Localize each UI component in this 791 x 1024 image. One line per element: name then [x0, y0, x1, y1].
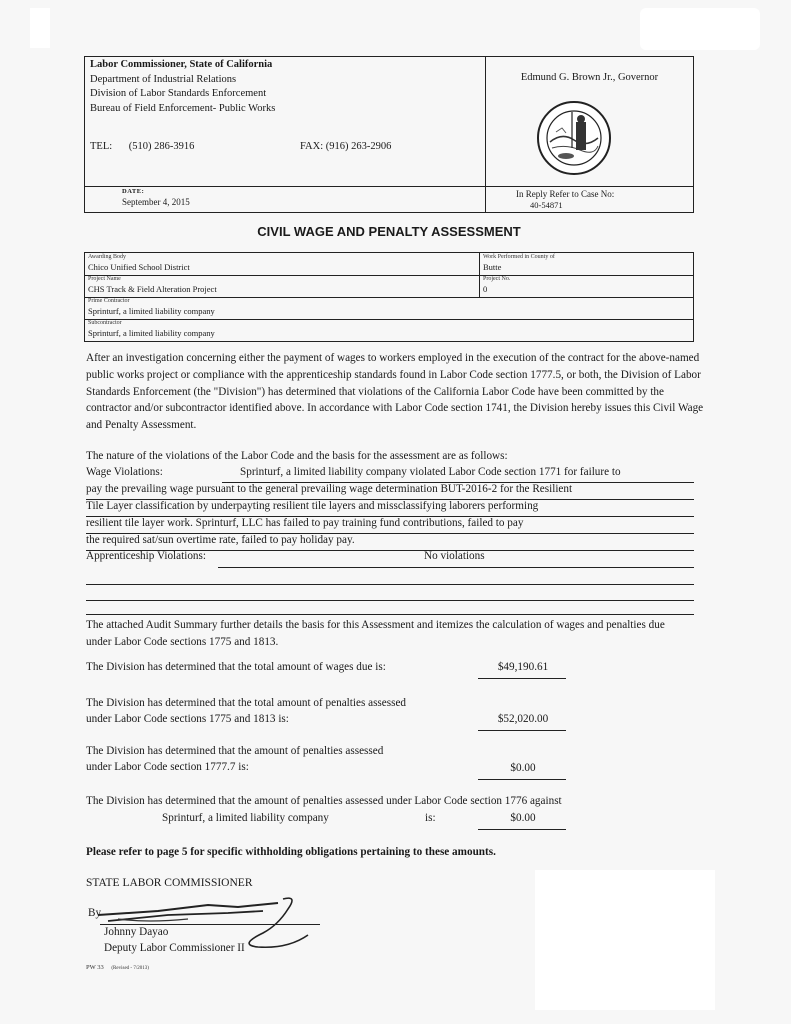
wages-due-text: The Division has determined that the total amount of wages due is:	[86, 661, 386, 673]
project-name-label: Project Name	[88, 276, 121, 282]
letterhead-date-divider	[84, 186, 694, 187]
tel-value: (510) 286-3916	[128, 141, 195, 152]
penalties-1775-text-1: The Division has determined that the total amount of penalties assessed	[86, 697, 407, 709]
fax-number: FAX: (916) 263-2906	[300, 141, 392, 152]
intro-paragraph: After an investigation concerning either the payment of wages to workers employed in the execution of the contract for the above-named public works project or compliance with the apprenticeship standards found in Labor Code section 1777.5, or both, the Division of Labor Standards Enforcement (the "Division") has determined that violations of the California Labor Code have been committed by the contractor and/or subcontractor identified above. In accordance with Labor Code section 1741, the Division hereby issues this Civil Wage and Penalty Assessment.	[86, 352, 704, 432]
apprenticeship-violations-value: No violations	[424, 550, 485, 562]
apprenticeship-violations-label: Apprenticeship Violations:	[86, 550, 206, 562]
wage-violation-line-2: pay the prevailing wage pursuant to the general prevailing wage determination BUT-2016-2 for the Resilient	[86, 483, 573, 495]
redaction-top-left	[30, 8, 50, 48]
agency-division: Division of Labor Standards Enforcement	[90, 88, 267, 99]
penalties-1777-text-2: under Labor Code section 1777.7 is:	[86, 761, 249, 773]
penalties-1776-amount: $0.00	[510, 812, 536, 824]
subcontractor-label: Subcontractor	[88, 320, 122, 326]
telephone	[90, 141, 194, 152]
tel-label: TEL:	[90, 141, 113, 152]
wage-violations-label: Wage Violations:	[86, 466, 163, 478]
wages-due-amount: $49,190.61	[497, 661, 549, 673]
signature-heading: STATE LABOR COMMISSIONER	[86, 877, 253, 889]
agency-department: Department of Industrial Relations	[90, 73, 237, 85]
wage-violation-line-4: resilient tile layer work. Sprinturf, LLC has failed to pay training fund contributions, failed to pay	[86, 517, 524, 529]
wage-violation-line-5: the required sat/sun overtime rate, failed to pay holiday pay.	[86, 534, 355, 546]
wage-violation-line-3: Tile Layer classification by underpayting resilient tile layers and missclassifying laborers performing	[86, 500, 539, 512]
signer-name: Johnny Dayao	[104, 926, 169, 938]
agency-block	[90, 58, 275, 116]
penalties-1776-is-label: is:	[425, 812, 436, 824]
withholding-note: Please refer to page 5 for specific withholding obligations pertaining to these amounts.	[86, 846, 496, 858]
agency-name: Labor Commissioner, State of California	[90, 59, 273, 70]
case-number-label: In Reply Refer to Case No:	[516, 189, 615, 199]
penalties-1776-party: Sprinturf, a limited liability company	[162, 812, 329, 824]
project-name-value: CHS Track & Field Alteration Project	[88, 284, 217, 294]
project-info-table	[84, 252, 694, 342]
project-number-label: Project No.	[483, 276, 511, 282]
governor-name: Edmund G. Brown Jr., Governor	[520, 72, 659, 83]
case-number-value: 40-54871	[530, 200, 563, 210]
penalties-1776-text: The Division has determined that the amount of penalties assessed under Labor Code section 1776 against	[86, 795, 562, 807]
county-label: Work Performed in County of	[483, 254, 555, 260]
signer-title: Deputy Labor Commissioner II	[104, 942, 245, 954]
form-id: PW 33	[86, 964, 104, 971]
page-title: CIVIL WAGE AND PENALTY ASSESSMENT	[257, 224, 521, 239]
subcontractor-value: Sprinturf, a limited liability company	[88, 328, 215, 338]
form-footer	[86, 964, 149, 971]
redaction-top-right	[640, 8, 760, 50]
audit-summary-paragraph: The attached Audit Summary further details the basis for this Assessment and itemizes the calculation of wages and penalties due under Labor Code sections 1775 and 1813.	[86, 619, 665, 648]
penalties-1775-amount: $52,020.00	[497, 713, 549, 725]
redaction-bottom-right	[535, 870, 715, 1010]
wage-violation-line-1: Sprinturf, a limited liability company violated Labor Code section 1771 for failure to	[240, 466, 621, 478]
penalties-1775-text-2: under Labor Code sections 1775 and 1813 is:	[86, 713, 289, 725]
county-value: Butte	[483, 262, 502, 272]
california-seal-icon	[536, 100, 612, 176]
form-revision: (Revised - 7/2013)	[111, 966, 149, 971]
signature-by-label: By	[88, 907, 102, 919]
project-number-value: 0	[483, 284, 488, 294]
prime-contractor-value: Sprinturf, a limited liability company	[88, 306, 215, 316]
prime-contractor-label: Prime Contractor	[88, 298, 130, 304]
penalties-1777-text-1: The Division has determined that the amount of penalties assessed	[86, 745, 384, 757]
penalties-1777-amount: $0.00	[510, 762, 536, 774]
date-value: September 4, 2015	[122, 197, 190, 207]
violations-intro: The nature of the violations of the Labor Code and the basis for the assessment are as follows:	[86, 450, 508, 462]
awarding-body-value: Chico Unified School District	[88, 262, 190, 272]
date-label: DATE:	[122, 188, 145, 195]
awarding-body-label: Awarding Body	[88, 254, 126, 260]
agency-bureau: Bureau of Field Enforcement- Public Works	[90, 102, 276, 114]
